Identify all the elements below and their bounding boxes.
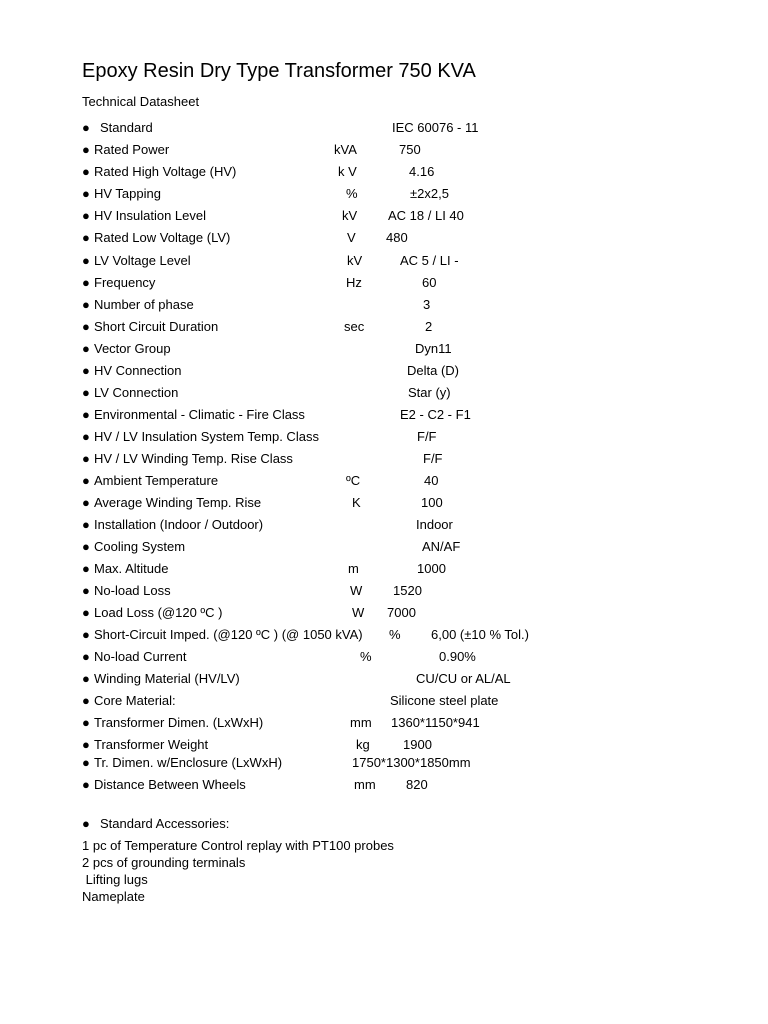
spec-value: 1360*1150*941 xyxy=(391,715,480,730)
spec-unit: mm xyxy=(354,777,376,792)
spec-label: LV Connection xyxy=(94,385,179,400)
bullet-icon: ● xyxy=(82,777,90,792)
spec-unit: sec xyxy=(344,319,365,334)
spec-row xyxy=(82,120,682,138)
spec-row xyxy=(82,737,682,755)
spec-value: 750 xyxy=(399,142,421,157)
accessories-heading-row xyxy=(82,816,682,834)
spec-label: HV / LV Insulation System Temp. Class xyxy=(94,429,319,444)
spec-label: HV / LV Winding Temp. Rise Class xyxy=(94,451,293,466)
spec-value: 2 xyxy=(425,319,433,334)
spec-value: Star (y) xyxy=(408,385,451,400)
bullet-icon: ● xyxy=(82,297,90,312)
spec-value: 1750*1300*1850mm xyxy=(352,755,471,770)
spec-unit: kVA xyxy=(334,142,357,157)
spec-value: 100 xyxy=(421,495,443,510)
spec-unit: W xyxy=(352,605,365,620)
spec-label: Standard xyxy=(100,120,153,135)
spec-row xyxy=(82,208,682,226)
spec-row xyxy=(82,495,682,513)
page-title: Epoxy Resin Dry Type Transformer 750 KVA xyxy=(82,60,476,82)
spec-unit: V xyxy=(347,230,356,245)
spec-label: HV Connection xyxy=(94,363,182,378)
spec-value: 1000 xyxy=(417,561,446,576)
bullet-icon: ● xyxy=(82,737,90,752)
spec-label: Short-Circuit Imped. (@120 ºC ) (@ 1050 kVA) xyxy=(94,627,363,642)
spec-label: Max. Altitude xyxy=(94,561,169,576)
accessories-heading: Standard Accessories: xyxy=(100,816,230,831)
bullet-icon: ● xyxy=(82,539,90,554)
spec-unit: W xyxy=(350,583,363,598)
spec-value: 3 xyxy=(423,297,431,312)
spec-row xyxy=(82,451,682,469)
spec-row xyxy=(82,561,682,579)
spec-label: Cooling System xyxy=(94,539,186,554)
spec-label: Ambient Temperature xyxy=(94,473,219,488)
bullet-icon: ● xyxy=(82,495,90,510)
bullet-icon: ● xyxy=(82,627,90,642)
spec-row xyxy=(82,341,682,359)
spec-value: AC 5 / LI - xyxy=(400,253,459,268)
spec-label: Vector Group xyxy=(94,341,171,356)
bullet-icon: ● xyxy=(82,186,90,201)
spec-row xyxy=(82,715,682,733)
spec-value: ±2x2,5 xyxy=(410,186,449,201)
spec-row xyxy=(82,627,682,645)
spec-value: 480 xyxy=(386,230,408,245)
spec-unit: k V xyxy=(338,164,357,179)
spec-value: 7000 xyxy=(387,605,416,620)
spec-value: 0.90% xyxy=(439,649,476,664)
spec-label: Average Winding Temp. Rise xyxy=(94,495,262,510)
spec-label: Tr. Dimen. w/Enclosure (LxWxH) xyxy=(94,755,283,770)
spec-label: Environmental - Climatic - Fire Class xyxy=(94,407,305,422)
spec-unit: % xyxy=(389,627,401,642)
spec-label: Distance Between Wheels xyxy=(94,777,246,792)
bullet-icon: ● xyxy=(82,561,90,576)
accessory-item: 2 pcs of grounding terminals xyxy=(82,855,246,870)
bullet-icon: ● xyxy=(82,816,90,831)
spec-row xyxy=(82,777,682,795)
bullet-icon: ● xyxy=(82,341,90,356)
spec-value: 1520 xyxy=(393,583,422,598)
accessory-item: Lifting lugs xyxy=(82,872,148,887)
spec-value: Silicone steel plate xyxy=(390,693,499,708)
spec-row xyxy=(82,142,682,160)
spec-label: Winding Material (HV/LV) xyxy=(94,671,240,686)
spec-value: F/F xyxy=(417,429,437,444)
spec-unit: kV xyxy=(347,253,363,268)
accessory-item: 1 pc of Temperature Control replay with PT100 probes xyxy=(82,838,394,853)
spec-value: Delta (D) xyxy=(407,363,460,378)
bullet-icon: ● xyxy=(82,363,90,378)
spec-row xyxy=(82,253,682,271)
spec-row xyxy=(82,230,682,248)
spec-label: HV Tapping xyxy=(94,186,161,201)
bullet-icon: ● xyxy=(82,473,90,488)
spec-label: Frequency xyxy=(94,275,156,290)
spec-unit: % xyxy=(360,649,372,664)
bullet-icon: ● xyxy=(82,275,90,290)
spec-row xyxy=(82,429,682,447)
bullet-icon: ● xyxy=(82,517,90,532)
bullet-icon: ● xyxy=(82,671,90,686)
bullet-icon: ● xyxy=(82,649,90,664)
spec-value: AN/AF xyxy=(422,539,461,554)
spec-row xyxy=(82,671,682,689)
spec-unit: % xyxy=(346,186,358,201)
bullet-icon: ● xyxy=(82,407,90,422)
spec-label: Installation (Indoor / Outdoor) xyxy=(94,517,264,532)
bullet-icon: ● xyxy=(82,755,90,770)
spec-value: F/F xyxy=(423,451,443,466)
spec-value: AC 18 / LI 40 xyxy=(388,208,464,223)
spec-value: Dyn11 xyxy=(415,341,452,356)
spec-value: E2 - C2 - F1 xyxy=(400,407,471,422)
spec-row xyxy=(82,297,682,315)
accessory-item: Nameplate xyxy=(82,889,145,904)
spec-label: Load Loss (@120 ºC ) xyxy=(94,605,223,620)
page-subtitle: Technical Datasheet xyxy=(82,94,200,109)
bullet-icon: ● xyxy=(82,429,90,444)
spec-value: CU/CU or AL/AL xyxy=(416,671,511,686)
bullet-icon: ● xyxy=(82,451,90,466)
spec-unit: m xyxy=(348,561,359,576)
spec-value: 1900 xyxy=(403,737,432,752)
spec-row xyxy=(82,186,682,204)
spec-label: Core Material: xyxy=(94,693,176,708)
spec-row xyxy=(82,755,682,773)
spec-row xyxy=(82,275,682,293)
spec-row xyxy=(82,583,682,601)
spec-unit: kg xyxy=(356,737,370,752)
spec-label: Short Circuit Duration xyxy=(94,319,219,334)
bullet-icon: ● xyxy=(82,605,90,620)
spec-row xyxy=(82,539,682,557)
spec-row xyxy=(82,693,682,711)
spec-value: 4.16 xyxy=(409,164,435,179)
bullet-icon: ● xyxy=(82,693,90,708)
bullet-icon: ● xyxy=(82,385,90,400)
bullet-icon: ● xyxy=(82,142,90,157)
spec-row xyxy=(82,164,682,182)
spec-row xyxy=(82,649,682,667)
spec-label: Transformer Dimen. (LxWxH) xyxy=(94,715,264,730)
spec-label: Rated High Voltage (HV) xyxy=(94,164,237,179)
spec-value: IEC 60076 - 11 xyxy=(392,120,479,135)
spec-unit: ºC xyxy=(346,473,361,488)
bullet-icon: ● xyxy=(82,208,90,223)
spec-row xyxy=(82,319,682,337)
spec-row xyxy=(82,363,682,381)
bullet-icon: ● xyxy=(82,230,90,245)
spec-row xyxy=(82,407,682,425)
spec-row xyxy=(82,605,682,623)
spec-value: 60 xyxy=(422,275,437,290)
spec-row xyxy=(82,385,682,403)
bullet-icon: ● xyxy=(82,583,90,598)
spec-unit: kV xyxy=(342,208,358,223)
spec-value: 6,00 (±10 % Tol.) xyxy=(431,627,529,642)
spec-value: Indoor xyxy=(416,517,453,532)
bullet-icon: ● xyxy=(82,319,90,334)
spec-label: Transformer Weight xyxy=(94,737,209,752)
bullet-icon: ● xyxy=(82,253,90,268)
spec-row xyxy=(82,473,682,491)
spec-label: No-load Current xyxy=(94,649,187,664)
spec-value: 820 xyxy=(406,777,428,792)
spec-unit: K xyxy=(352,495,361,510)
bullet-icon: ● xyxy=(82,164,90,179)
spec-label: HV Insulation Level xyxy=(94,208,207,223)
spec-label: Rated Power xyxy=(94,142,170,157)
spec-row xyxy=(82,517,682,535)
bullet-icon: ● xyxy=(82,715,90,730)
spec-label: Number of phase xyxy=(94,297,194,312)
spec-label: Rated Low Voltage (LV) xyxy=(94,230,231,245)
spec-unit: mm xyxy=(350,715,372,730)
spec-label: LV Voltage Level xyxy=(94,253,191,268)
spec-value: 40 xyxy=(424,473,439,488)
bullet-icon: ● xyxy=(82,120,90,135)
spec-unit: Hz xyxy=(346,275,362,290)
spec-label: No-load Loss xyxy=(94,583,171,598)
